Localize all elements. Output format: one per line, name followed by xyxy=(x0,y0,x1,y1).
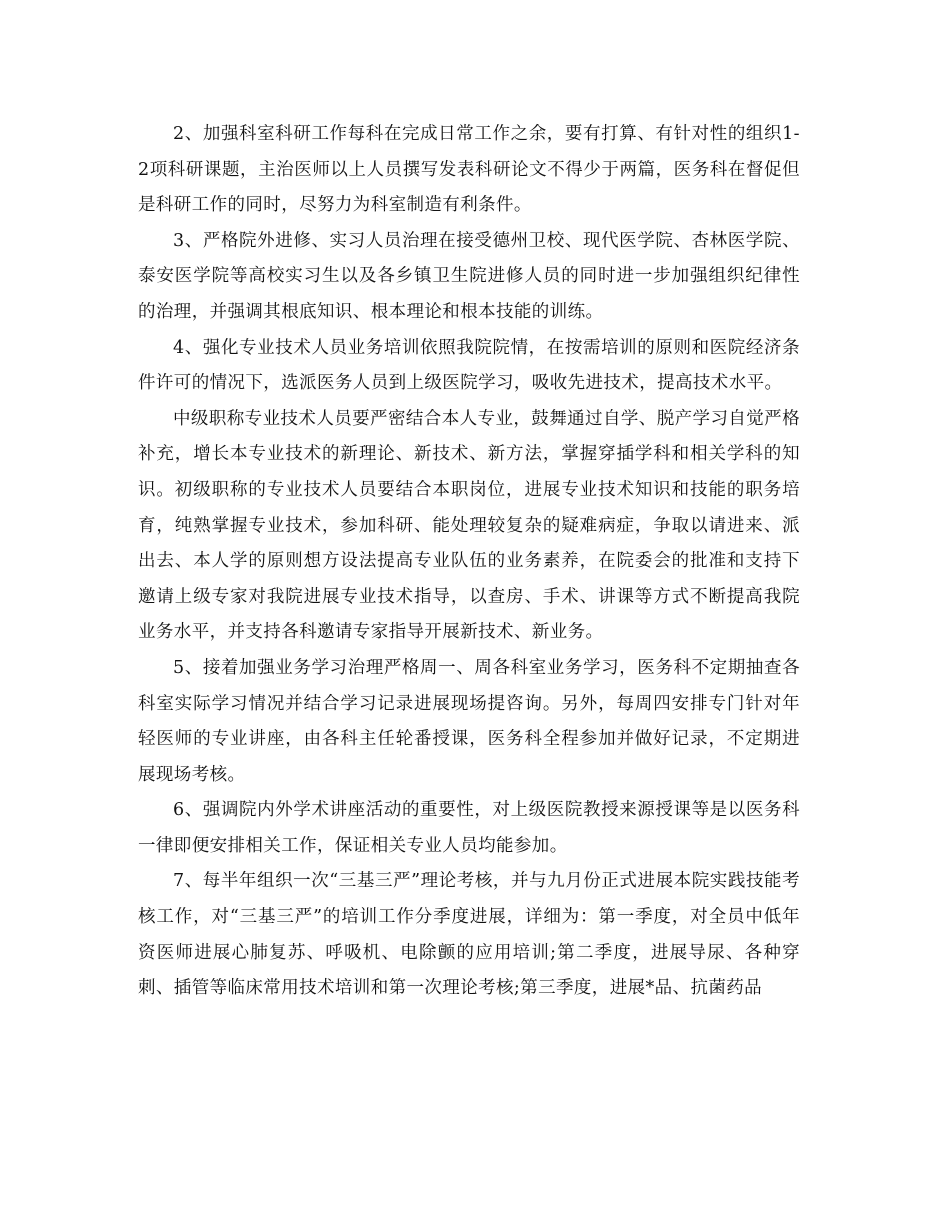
paragraph-three-basics-exam: 7、每半年组织一次“三基三严”理论考核，并与九月份正式进展本院实践技能考核工作，对“三基三严”的培训工作分季度进展，详细为：第一季度，对全员中低年资医师进展心肺复苏、呼吸机、电除颤的应用培训;第二季度，进展导尿、各种穿刺、插管等临床常用技术培训和第一次理论考核;第三季度，进展*品、抗菌药品 xyxy=(138,871,800,999)
paragraph-mid-level-staff: 中级职称专业技术人员要严密结合本人专业，鼓舞通过自学、脱产学习自觉严格补充，增长本专业技术的新理论、新技术、新方法，掌握穿插学科和相关学科的知识。初级职称的专业技术人员要结合本职岗位，进展专业技术知识和技能的职务培育，纯熟掌握专业技术，参加科研、能处理较复杂的疑难病症，争取以请进来、派出去、本人学的原则想方设法提高专业队伍的业务素养，在院委会的批准和支持下邀请上级专家对我院进展专业技术指导，以查房、手术、讲课等方式不断提高我院业务水平，并支持各科邀请专家指导开展新技术、新业务。 xyxy=(138,408,800,643)
paragraph-research-work: 2、加强科室科研工作每科在完成日常工作之余，要有打算、有针对性的组织1-2项科研课题，主治医师以上人员撰写发表科研论文不得少于两篇，医务科在督促但是科研工作的同时，尽努力为科室制造有利条件。 xyxy=(138,124,800,216)
paragraph-intern-management: 3、严格院外进修、实习人员治理在接受德州卫校、现代医学院、杏林医学院、泰安医学院等高校实习生以及各乡镇卫生院进修人员的同时进一步加强组织纪律性的治理，并强调其根底知识、根本理论和根本技能的训练。 xyxy=(138,230,800,322)
document-body xyxy=(138,117,800,1007)
paragraph-business-study: 5、接着加强业务学习治理严格周一、周各科室业务学习，医务科不定期抽查各科室实际学习情况并结合学习记录进展现场提咨询。另外，每周四安排专门针对年轻医师的专业讲座，由各科主任轮番授课，医务科全程参加并做好记录，不定期进展现场考核。 xyxy=(138,657,800,785)
paragraph-staff-training: 4、强化专业技术人员业务培训依照我院院情，在按需培训的原则和医院经济条件许可的情况下，选派医务人员到上级医院学习，吸收先进技术，提高技术水平。 xyxy=(138,337,800,394)
paragraph-academic-lectures: 6、强调院内外学术讲座活动的重要性，对上级医院教授来源授课等是以医务科一律即便安排相关工作，保证相关专业人员均能参加。 xyxy=(138,800,800,856)
